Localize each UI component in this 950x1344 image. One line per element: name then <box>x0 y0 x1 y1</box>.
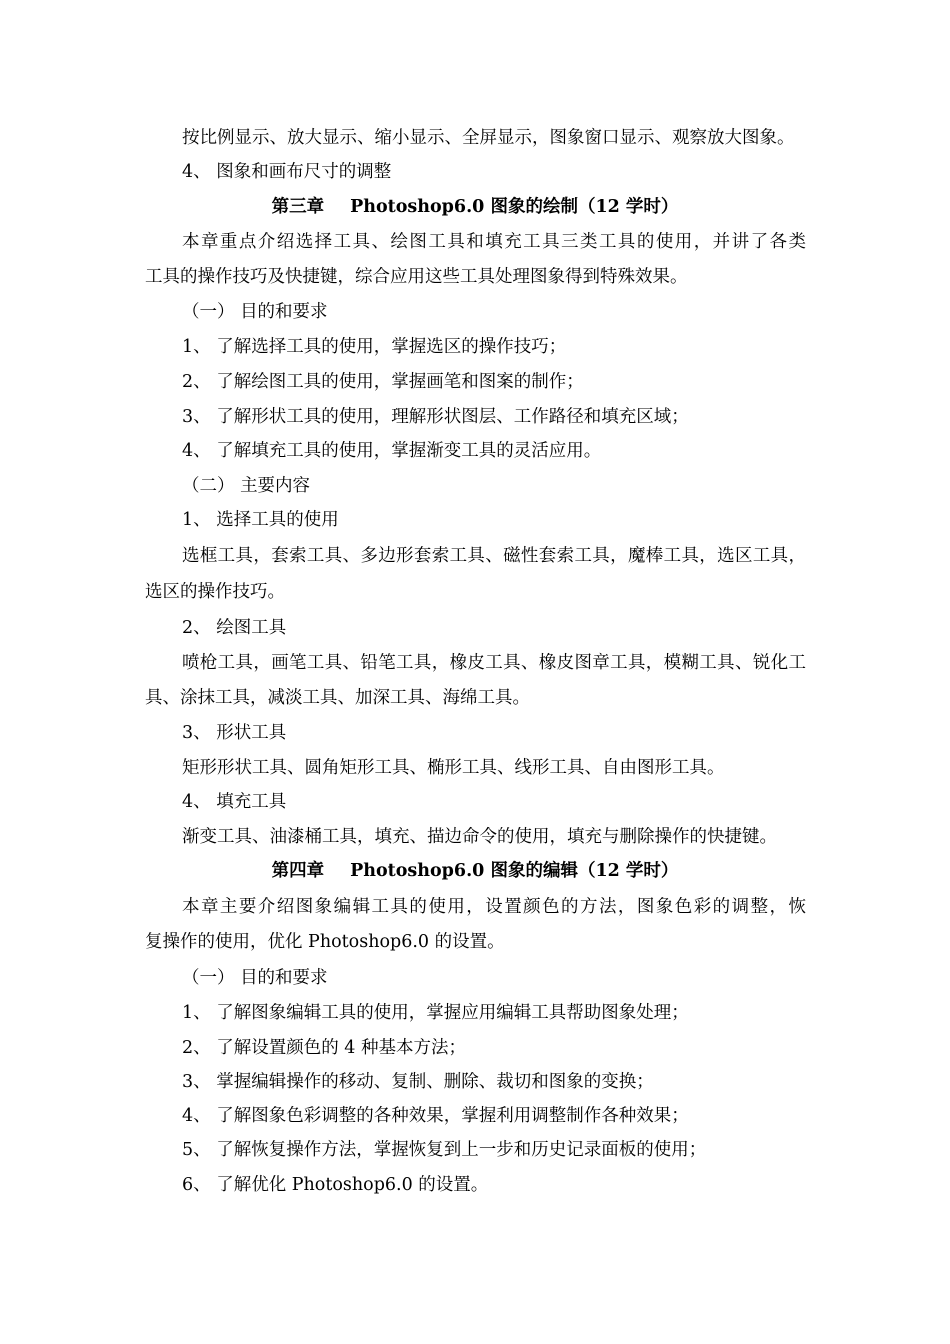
chapter-number: 第四章 <box>271 861 325 881</box>
paragraph-line: 喷枪工具，画笔工具、铅笔工具，橡皮工具、橡皮图章工具，模糊工具、锐化工 <box>182 653 806 673</box>
paragraph-line: 选区的操作技巧。 <box>145 582 285 602</box>
paragraph-line: 本章主要介绍图象编辑工具的使用，设置颜色的方法，图象色彩的调整，恢 <box>182 897 806 917</box>
list-item: 1、 选择工具的使用 <box>182 510 339 530</box>
list-item: 4、 填充工具 <box>182 792 287 812</box>
list-item: 3、 了解形状工具的使用，理解形状图层、工作路径和填充区域； <box>182 407 689 427</box>
list-item: 5、 了解恢复操作方法，掌握恢复到上一步和历史记录面板的使用； <box>182 1140 707 1160</box>
chapter-heading <box>0 859 950 883</box>
list-item: 2、 绘图工具 <box>182 618 287 638</box>
paragraph-line: 具、涂抹工具，减淡工具、加深工具、海绵工具。 <box>145 688 530 708</box>
list-item: 3、 形状工具 <box>182 723 287 743</box>
list-item: 4、 图象和画布尺寸的调整 <box>182 162 392 182</box>
list-item: 4、 了解填充工具的使用，掌握渐变工具的灵活应用。 <box>182 441 602 461</box>
list-item: 1、 了解选择工具的使用，掌握选区的操作技巧； <box>182 337 567 357</box>
paragraph-line: 选框工具，套索工具、多边形套索工具、磁性套索工具，魔棒工具，选区工具， <box>182 546 806 566</box>
paragraph-line: 本章重点介绍选择工具、绘图工具和填充工具三类工具的使用，并讲了各类 <box>182 232 806 252</box>
paragraph-line: 复操作的使用，优化 Photoshop6.0 的设置。 <box>145 932 505 952</box>
paragraph-line: 按比例显示、放大显示、缩小显示、全屏显示，图象窗口显示、观察放大图象。 <box>182 128 795 148</box>
list-item: 2、 了解设置颜色的 4 种基本方法； <box>182 1038 466 1058</box>
paragraph-line: 矩形形状工具、圆角矩形工具、椭形工具、线形工具、自由图形工具。 <box>182 758 725 778</box>
chapter-title: Photoshop6.0 图象的编辑（12 学时） <box>350 861 679 881</box>
list-item: 3、 掌握编辑操作的移动、复制、删除、裁切和图象的变换； <box>182 1072 654 1092</box>
list-item: 1、 了解图象编辑工具的使用，掌握应用编辑工具帮助图象处理； <box>182 1003 689 1023</box>
section-heading: （一） 目的和要求 <box>182 302 328 322</box>
chapter-title: Photoshop6.0 图象的绘制（12 学时） <box>350 197 679 217</box>
list-item: 6、 了解优化 Photoshop6.0 的设置。 <box>182 1175 489 1195</box>
chapter-heading <box>0 195 950 219</box>
paragraph-line: 工具的操作技巧及快捷键，综合应用这些工具处理图象得到特殊效果。 <box>145 267 688 287</box>
list-item: 4、 了解图象色彩调整的各种效果，掌握利用调整制作各种效果； <box>182 1106 689 1126</box>
list-item: 2、 了解绘图工具的使用，掌握画笔和图案的制作； <box>182 372 584 392</box>
section-heading: （二） 主要内容 <box>182 476 311 496</box>
paragraph-line: 渐变工具、油漆桶工具，填充、描边命令的使用，填充与删除操作的快捷键。 <box>182 827 777 847</box>
section-heading: （一） 目的和要求 <box>182 968 328 988</box>
chapter-number: 第三章 <box>271 197 325 217</box>
